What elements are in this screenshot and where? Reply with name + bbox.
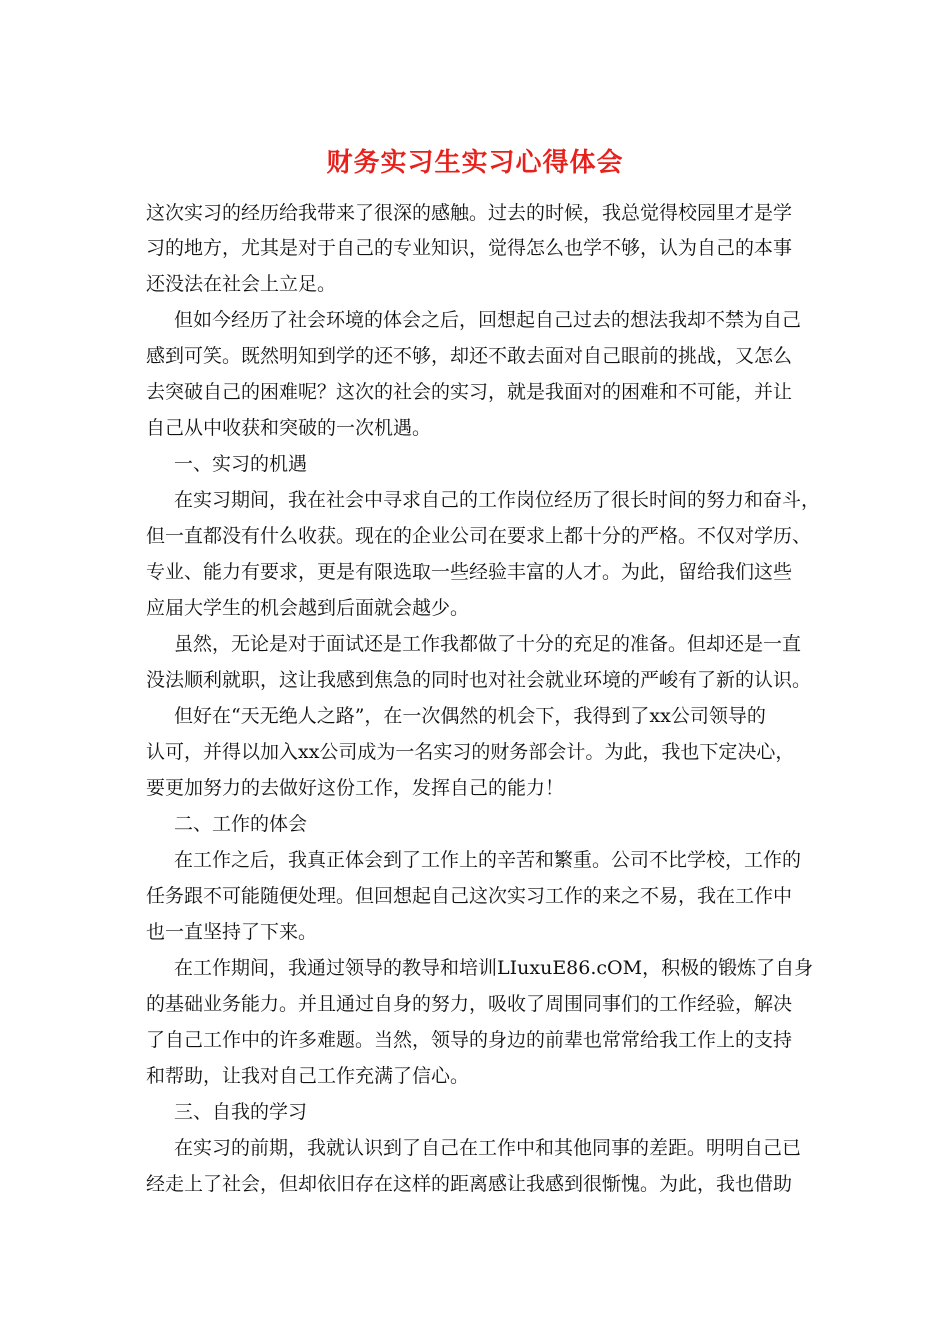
body-line: 的基础业务能力。并且通过自身的努力，吸收了周围同事们的工作经验，解决 <box>146 993 793 1015</box>
body-line: 专业、能力有要求，更是有限选取一些经验丰富的人才。为此，留给我们这些 <box>146 561 793 583</box>
body-line: 经走上了社会，但却依旧存在这样的距离感让我感到很惭愧。为此，我也借助 <box>146 1173 793 1195</box>
body-line: 但一直都没有什么收获。现在的企业公司在要求上都十分的严格。不仅对学历、 <box>146 525 812 547</box>
section-heading: 一、实习的机遇 <box>174 453 308 475</box>
body-line: 也一直坚持了下来。 <box>146 921 318 943</box>
body-line: 和帮助，让我对自己工作充满了信心。 <box>146 1065 470 1087</box>
body-line: 认可，并得以加入xx公司成为一名实习的财务部会计。为此，我也下定决心， <box>146 741 795 763</box>
body-line: 应届大学生的机会越到后面就会越少。 <box>146 597 470 619</box>
body-line: 但好在“天无绝人之路”，在一次偶然的机会下，我得到了xx公司领导的 <box>174 705 766 727</box>
body-line: 自己从中收获和突破的一次机遇。 <box>146 417 432 439</box>
body-line: 但如今经历了社会环境的体会之后，回想起自己过去的想法我却不禁为自己 <box>174 309 802 331</box>
body-line: 感到可笑。既然明知到学的还不够，却还不敢去面对自己眼前的挑战，又怎么 <box>146 345 793 367</box>
body-line: 虽然，无论是对于面试还是工作我都做了十分的充足的准备。但却还是一直 <box>174 633 802 655</box>
body-line: 了自己工作中的许多难题。当然，领导的身边的前辈也常常给我工作上的支持 <box>146 1029 793 1051</box>
body-line: 习的地方，尤其是对于自己的专业知识，觉得怎么也学不够，认为自己的本事 <box>146 237 793 259</box>
body-line: 要更加努力的去做好这份工作，发挥自己的能力！ <box>146 777 565 799</box>
body-line: 去突破自己的困难呢？这次的社会的实习，就是我面对的困难和不可能，并让 <box>146 381 793 403</box>
body-line: 没法顺利就职，这让我感到焦急的同时也对社会就业环境的严峻有了新的认识。 <box>146 669 812 691</box>
body-line: 还没法在社会上立足。 <box>146 273 337 295</box>
body-line: 这次实习的经历给我带来了很深的感触。过去的时候，我总觉得校园里才是学 <box>146 202 793 224</box>
section-heading: 三、自我的学习 <box>174 1101 308 1123</box>
document-title: 财务实习生实习心得体会 <box>326 148 624 178</box>
body-line: 任务跟不可能随便处理。但回想起自己这次实习工作的来之不易，我在工作中 <box>146 885 793 907</box>
body-line: 在实习期间，我在社会中寻求自己的工作岗位经历了很长时间的努力和奋斗， <box>174 489 821 511</box>
section-heading: 二、工作的体会 <box>174 813 308 835</box>
body-line: 在工作期间，我通过领导的教导和培训LIuxuE86.cOM，积极的锻炼了自身 <box>174 957 814 979</box>
body-line: 在实习的前期，我就认识到了自己在工作中和其他同事的差距。明明自己已 <box>174 1137 802 1159</box>
body-line: 在工作之后，我真正体会到了工作上的辛苦和繁重。公司不比学校，工作的 <box>174 849 802 871</box>
